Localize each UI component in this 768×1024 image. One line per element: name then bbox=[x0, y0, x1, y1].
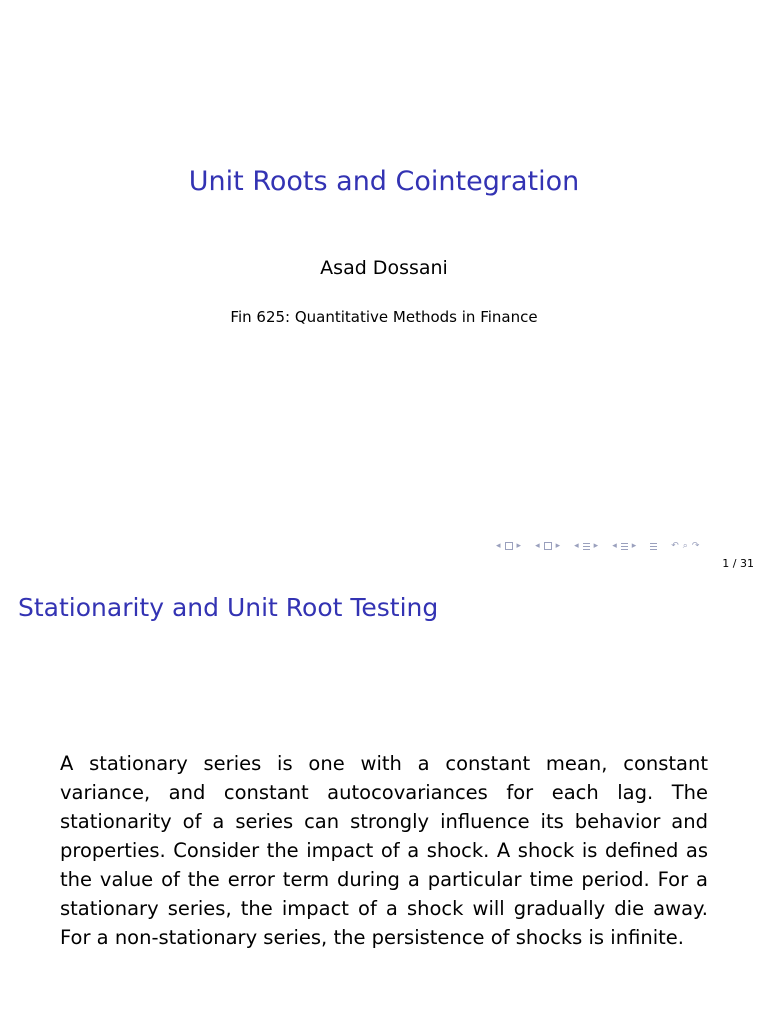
nav-forward-icon[interactable]: ↷ bbox=[691, 541, 700, 551]
nav-next-arrow-icon[interactable]: ▸ bbox=[516, 541, 522, 551]
nav-back-icon[interactable]: ↶ bbox=[671, 541, 679, 551]
nav-subsection-icon[interactable] bbox=[583, 543, 590, 550]
search-icon[interactable]: ⌕ bbox=[682, 541, 688, 551]
nav-prev-arrow-icon[interactable]: ◂ bbox=[574, 541, 579, 551]
slide-stationarity bbox=[0, 576, 768, 1024]
nav-next-arrow-icon[interactable]: ▸ bbox=[631, 541, 637, 551]
nav-section-group bbox=[610, 538, 638, 554]
nav-document-icon[interactable] bbox=[650, 543, 657, 550]
body-paragraph: A stationary series is one with a constant mean, constant variance, and constant autocovariances for each lag. The stationarity of a series can strongly influence its behavior and properties. Consider the impact of a shock. A shock is defined as the value of the error term during a particular time period. For a stationary series, the impact of a shock will gradually die away. For a non-stationary series, the persistence of shocks is infinite. bbox=[60, 752, 708, 949]
frame-title: Stationarity and Unit Root Testing bbox=[18, 593, 439, 622]
nav-section-icon[interactable] bbox=[621, 543, 628, 550]
page-indicator: 1 / 31 bbox=[722, 557, 754, 570]
nav-subframe-group bbox=[533, 538, 562, 554]
presentation-title: Unit Roots and Cointegration bbox=[188, 166, 580, 197]
course-name: Fin 625: Quantitative Methods in Finance bbox=[230, 308, 538, 326]
author-name: Asad Dossani bbox=[320, 257, 448, 279]
nav-prev-arrow-icon[interactable]: ◂ bbox=[535, 541, 540, 551]
beamer-navigation-bar bbox=[494, 538, 764, 554]
nav-frame-group bbox=[494, 538, 523, 554]
nav-doc-group bbox=[648, 543, 659, 550]
nav-prev-arrow-icon[interactable]: ◂ bbox=[496, 541, 501, 551]
nav-search-group bbox=[669, 538, 701, 554]
nav-next-arrow-icon[interactable]: ▸ bbox=[555, 541, 561, 551]
nav-prev-arrow-icon[interactable]: ◂ bbox=[612, 541, 617, 551]
nav-subsection-group bbox=[572, 538, 600, 554]
nav-next-arrow-icon[interactable]: ▸ bbox=[593, 541, 599, 551]
nav-subframe-icon[interactable] bbox=[544, 542, 552, 550]
nav-frame-icon[interactable] bbox=[505, 542, 513, 550]
